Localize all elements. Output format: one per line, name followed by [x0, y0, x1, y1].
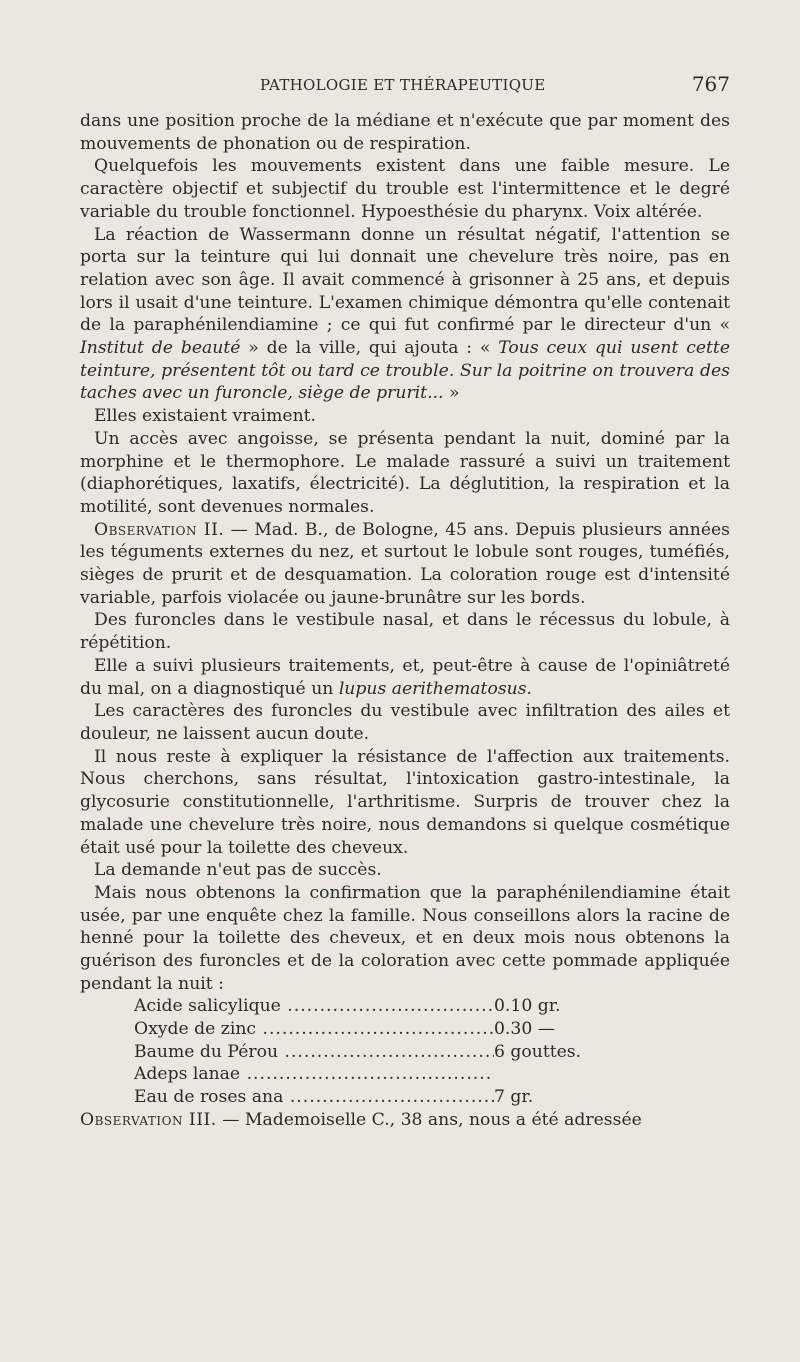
- paragraph: dans une position proche de la médiane et n'exécute que par moment des mouvements de phonation ou de respiration.: [80, 111, 730, 154]
- paragraph: Des furoncles dans le vestibule nasal, et dans le récessus du lobule, à répétition.: [80, 610, 730, 654]
- observation-label: Observation II.: [94, 519, 225, 540]
- page-body: [80, 110, 730, 1132]
- quoted-statement: Tous ceux qui usent cette teinture, présentent tôt ou tard ce trouble. Sur la poitrine on trouvera des taches avec un furoncle, siège de prurit...: [80, 338, 730, 404]
- prescription-row: [134, 1018, 730, 1041]
- ingredient: Adeps lanae .....: [134, 1063, 494, 1086]
- quantity: 0.10 gr.: [494, 996, 561, 1017]
- prescription-row: [134, 1041, 730, 1064]
- paragraph: Quelquefois les mouvements existent dans une faible mesure. Le caractère objectif et subjectif du trouble est l'intermittence et le degré variable du trouble fonctionnel. Hypoesthésie du pharynx. Voix altérée.: [80, 156, 730, 222]
- ingredient: Acide salicylique .....: [134, 995, 494, 1018]
- quantity: [494, 1063, 694, 1086]
- prescription-list: [134, 995, 730, 1108]
- prescription-row: [134, 1086, 730, 1109]
- paragraph-text: Elle a suivi plusieurs traitements, et, peut-être à cause de l'opiniâtreté du mal, on a diagnostiqué un: [80, 655, 730, 699]
- observation-paragraph: [80, 519, 730, 610]
- diagnosis-term: lupus aerithematosus.: [338, 678, 532, 699]
- observation-paragraph: [80, 1109, 730, 1132]
- paragraph-text: » de la ville, qui ajouta : «: [248, 338, 491, 359]
- running-head: PATHOLOGIE ET THÉRAPEUTIQUE: [260, 76, 546, 94]
- ingredient: Baume du Pérou .....: [134, 1041, 494, 1064]
- paragraph-text: La réaction de Wassermann donne un résultat négatif, l'attention se porta sur la teinture qui lui donnait une chevelure très noire, pas en relation avec son âge. Il avait commencé à grisonner à 25 ans, et depuis lors il usait d'une teinture. L'examen chimique démontra qu'elle contenait de la paraphénilendiamine ; ce qui fut confirmé par le directeur d'un «: [80, 224, 730, 336]
- quantity: 7 gr.: [494, 1087, 534, 1108]
- paragraph-text: — Mademoiselle C., 38 ans, nous a été adressée: [222, 1109, 642, 1130]
- paragraph: Mais nous obtenons la confirmation que la paraphénilendiamine était usée, par une enquête chez la famille. Nous conseillons alors la racine de henné pour la toilette des cheveux, et en deux mois nous obtenons la guérison des furoncles et de la coloration avec cette pommade appliquée pendant la nuit :: [80, 882, 730, 994]
- quantity: 0.30 —: [494, 1019, 555, 1040]
- observation-label: Observation III.: [80, 1109, 217, 1130]
- paragraph-text: — Mad. B., de Bologne, 45 ans. Depuis plusieurs années les téguments externes du nez, et surtout le lobule sont rouges, tuméfiés, sièges de prurit et de desquamation. La coloration rouge est d'intensité variable, parfois violacée ou jaune-brunâtre sur les bords.: [80, 519, 730, 608]
- ingredient: Oxyde de zinc .....: [134, 1018, 494, 1041]
- paragraph: La demande n'eut pas de succès.: [94, 860, 382, 881]
- quantity: 6 gouttes.: [494, 1041, 582, 1062]
- paragraph: Elles existaient vraiment.: [94, 406, 317, 427]
- institute-name: Institut de beauté: [80, 338, 241, 359]
- prescription-row: [134, 1063, 730, 1086]
- paragraph: Un accès avec angoisse, se présenta pendant la nuit, dominé par la morphine et le thermophore. Le malade rassuré a suivi un traitement (diaphorétiques, laxatifs, électricité). La déglutition, la respiration et la motilité, sont devenues normales.: [80, 428, 730, 517]
- prescription-row: [134, 995, 730, 1018]
- page-number: 767: [691, 72, 730, 96]
- paragraph: Les caractères des furoncles du vestibule avec infiltration des ailes et douleur, ne laissent aucun doute.: [80, 701, 730, 744]
- ingredient: Eau de roses ana .....: [134, 1086, 494, 1109]
- paragraph: [80, 655, 730, 700]
- page-header: [92, 72, 732, 100]
- paragraph: [80, 224, 730, 406]
- paragraph: Il nous reste à expliquer la résistance de l'affection aux traitements. Nous cherchons, sans résultat, l'intoxication gastro-intestinale, la glycosurie constitutionnelle, l'arthritisme. Surpris de trouver chez la malade une chevelure très noire, nous demandons si quelque cosmétique était usé pour la toilette des cheveux.: [80, 746, 730, 858]
- paragraph-text: »: [448, 383, 460, 404]
